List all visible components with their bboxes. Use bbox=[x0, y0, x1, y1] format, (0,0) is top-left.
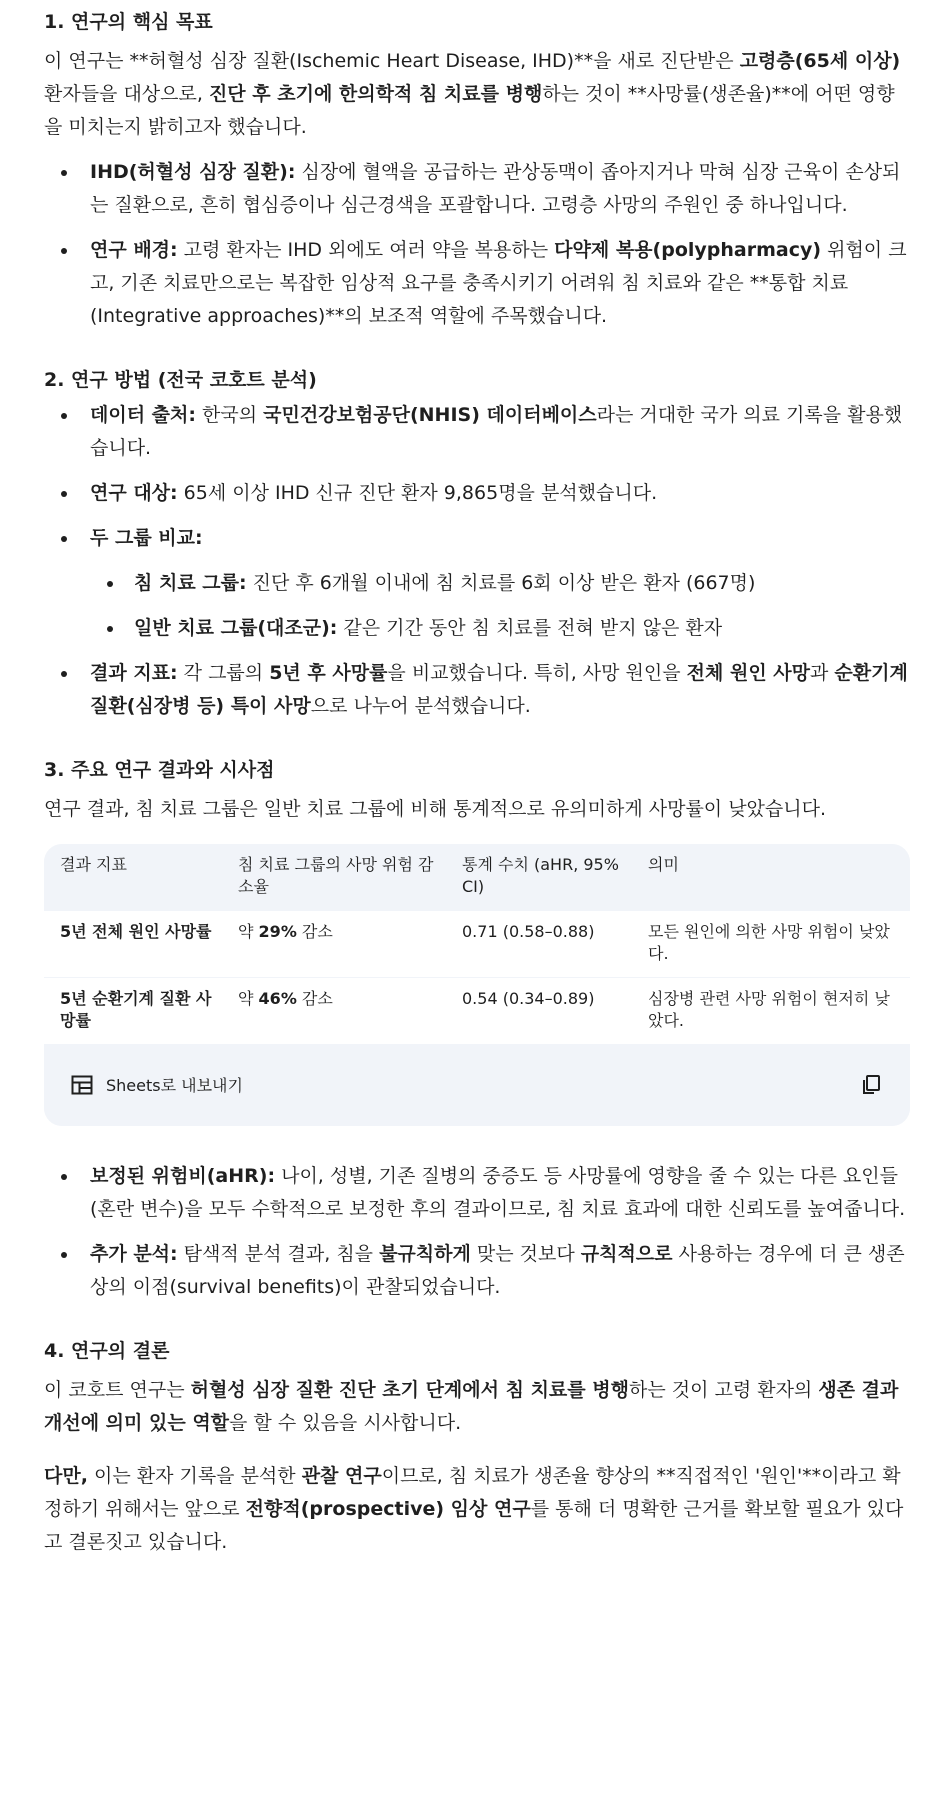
bullet-outcome: 결과 지표: 각 그룹의 5년 후 사망률을 비교했습니다. 특히, 사망 원인을 전체 원인 사망과 순환기계 질환(심장병 등) 특이 사망으로 나누어 분석했습니다. bbox=[44, 657, 911, 723]
copy-icon bbox=[860, 1074, 882, 1096]
section-title: 3. 주요 연구 결과와 시사점 bbox=[44, 759, 275, 781]
table-header: 결과 지표 bbox=[60, 855, 127, 874]
bullet-ahr: 보정된 위험비(aHR): 나이, 성별, 기존 질병의 중증도 등 사망률에 영향을 줄 수 있는 다른 요인들(혼란 변수)을 모두 수학적으로 보정한 후의 결과이므로, 침 치료 효과에 대한 신뢰도를 높여줍니다. bbox=[44, 1160, 911, 1226]
section-method bbox=[44, 364, 911, 723]
section-conclusion bbox=[44, 1335, 911, 1559]
export-sheets-button[interactable] bbox=[70, 1069, 243, 1102]
caveat-paragraph: 다만, 이는 환자 기록을 분석한 관찰 연구이므로, 침 치료가 생존율 향상의 **직접적인 '원인'**이라고 확정하기 위해서는 앞으로 전향적(prospective) 임상 연구를 통해 더 명확한 근거를 확보할 필요가 있다고 결론짓고 있습니다. bbox=[44, 1465, 904, 1553]
bullet-list bbox=[44, 156, 911, 333]
results-table bbox=[44, 844, 910, 1044]
cell-reduction: 약 29% 감소 bbox=[238, 922, 333, 941]
bullet-subjects: 연구 대상: 65세 이상 IHD 신규 진단 환자 9,865명을 분석했습니다. bbox=[44, 477, 911, 510]
results-table-card bbox=[44, 844, 910, 1126]
conclusion-paragraph: 이 코호트 연구는 허혈성 심장 질환 진단 초기 단계에서 침 치료를 병행하는 것이 고령 환자의 생존 결과 개선에 의미 있는 역할을 할 수 있음을 시사합니다. bbox=[44, 1379, 899, 1434]
copy-table-button[interactable] bbox=[858, 1072, 884, 1098]
cell-meaning: 심장병 관련 사망 위험이 현저히 낮았다. bbox=[648, 989, 890, 1030]
section-title: 2. 연구 방법 (전국 코호트 분석) bbox=[44, 369, 317, 391]
section-intro: 이 연구는 **허혈성 심장 질환(Ischemic Heart Disease, IHD)**을 새로 진단받은 고령층(65세 이상) 환자들을 대상으로, 진단 후 초기에 한의학적 침 치료를 병행하는 것이 **사망률(생존율)**에 어떤 영향을 미치는지 밝히고자 했습니다. bbox=[44, 50, 901, 138]
bullet-data-source: 데이터 출처: 한국의 국민건강보험공단(NHIS) 데이터베이스라는 거대한 국가 의료 기록을 활용했습니다. bbox=[44, 399, 911, 465]
table-header: 통계 수치 (aHR, 95% CI) bbox=[462, 855, 619, 896]
cell-metric: 5년 전체 원인 사망률 bbox=[60, 922, 212, 941]
cell-metric: 5년 순환기계 질환 사망률 bbox=[60, 989, 212, 1030]
cell-stat: 0.71 (0.58–0.88) bbox=[462, 922, 595, 941]
bullet-list bbox=[44, 399, 911, 723]
section-title: 1. 연구의 핵심 목표 bbox=[44, 11, 213, 33]
sub-bullet-list bbox=[90, 567, 911, 645]
table-footer bbox=[44, 1044, 910, 1126]
bullet-compare bbox=[44, 522, 911, 645]
table-grid-icon bbox=[70, 1073, 94, 1097]
cell-stat: 0.54 (0.34–0.89) bbox=[462, 989, 595, 1008]
cell-reduction: 약 46% 감소 bbox=[238, 989, 333, 1008]
table-header: 의미 bbox=[648, 855, 679, 874]
section-goal bbox=[44, 6, 911, 333]
bullet-list bbox=[44, 1160, 911, 1304]
table-row bbox=[44, 911, 910, 978]
table-header: 침 치료 그룹의 사망 위험 감소율 bbox=[238, 855, 434, 896]
cell-meaning: 모든 원인에 의한 사망 위험이 낮았다. bbox=[648, 922, 890, 963]
section-results bbox=[44, 754, 911, 1304]
section-title: 4. 연구의 결론 bbox=[44, 1340, 170, 1362]
bullet-additional: 추가 분석: 탐색적 분석 결과, 침을 불규칙하게 맞는 것보다 규칙적으로 사용하는 경우에 더 큰 생존상의 이점(survival benefits)이 관찰되었습니다. bbox=[44, 1238, 911, 1304]
bullet-compare-label: 두 그룹 비교: bbox=[90, 527, 203, 549]
sub-bullet-control: 일반 치료 그룹(대조군): 같은 기간 동안 침 치료를 전혀 받지 않은 환자 bbox=[90, 612, 911, 645]
table-header-row bbox=[44, 844, 910, 911]
section-intro: 연구 결과, 침 치료 그룹은 일반 치료 그룹에 비해 통계적으로 유의미하게 사망률이 낮았습니다. bbox=[44, 798, 827, 820]
bullet-background: 연구 배경: 고령 환자는 IHD 외에도 여러 약을 복용하는 다약제 복용(polypharmacy) 위험이 크고, 기존 치료만으로는 복잡한 임상적 요구를 충족시키기 어려워 침 치료와 같은 **통합 치료(Integrative approaches)**의 보조적 역할에 주목했습니다. bbox=[44, 234, 911, 333]
bullet-ihd: IHD(허혈성 심장 질환): 심장에 혈액을 공급하는 관상동맥이 좁아지거나 막혀 심장 근육이 손상되는 질환으로, 흔히 협심증이나 심근경색을 포괄합니다. 고령층 사망의 주원인 중 하나입니다. bbox=[44, 156, 911, 222]
table-row bbox=[44, 978, 910, 1045]
export-sheets-label: Sheets로 내보내기 bbox=[106, 1075, 243, 1095]
sub-bullet-acupuncture: 침 치료 그룹: 진단 후 6개월 이내에 침 치료를 6회 이상 받은 환자 (667명) bbox=[90, 567, 911, 600]
